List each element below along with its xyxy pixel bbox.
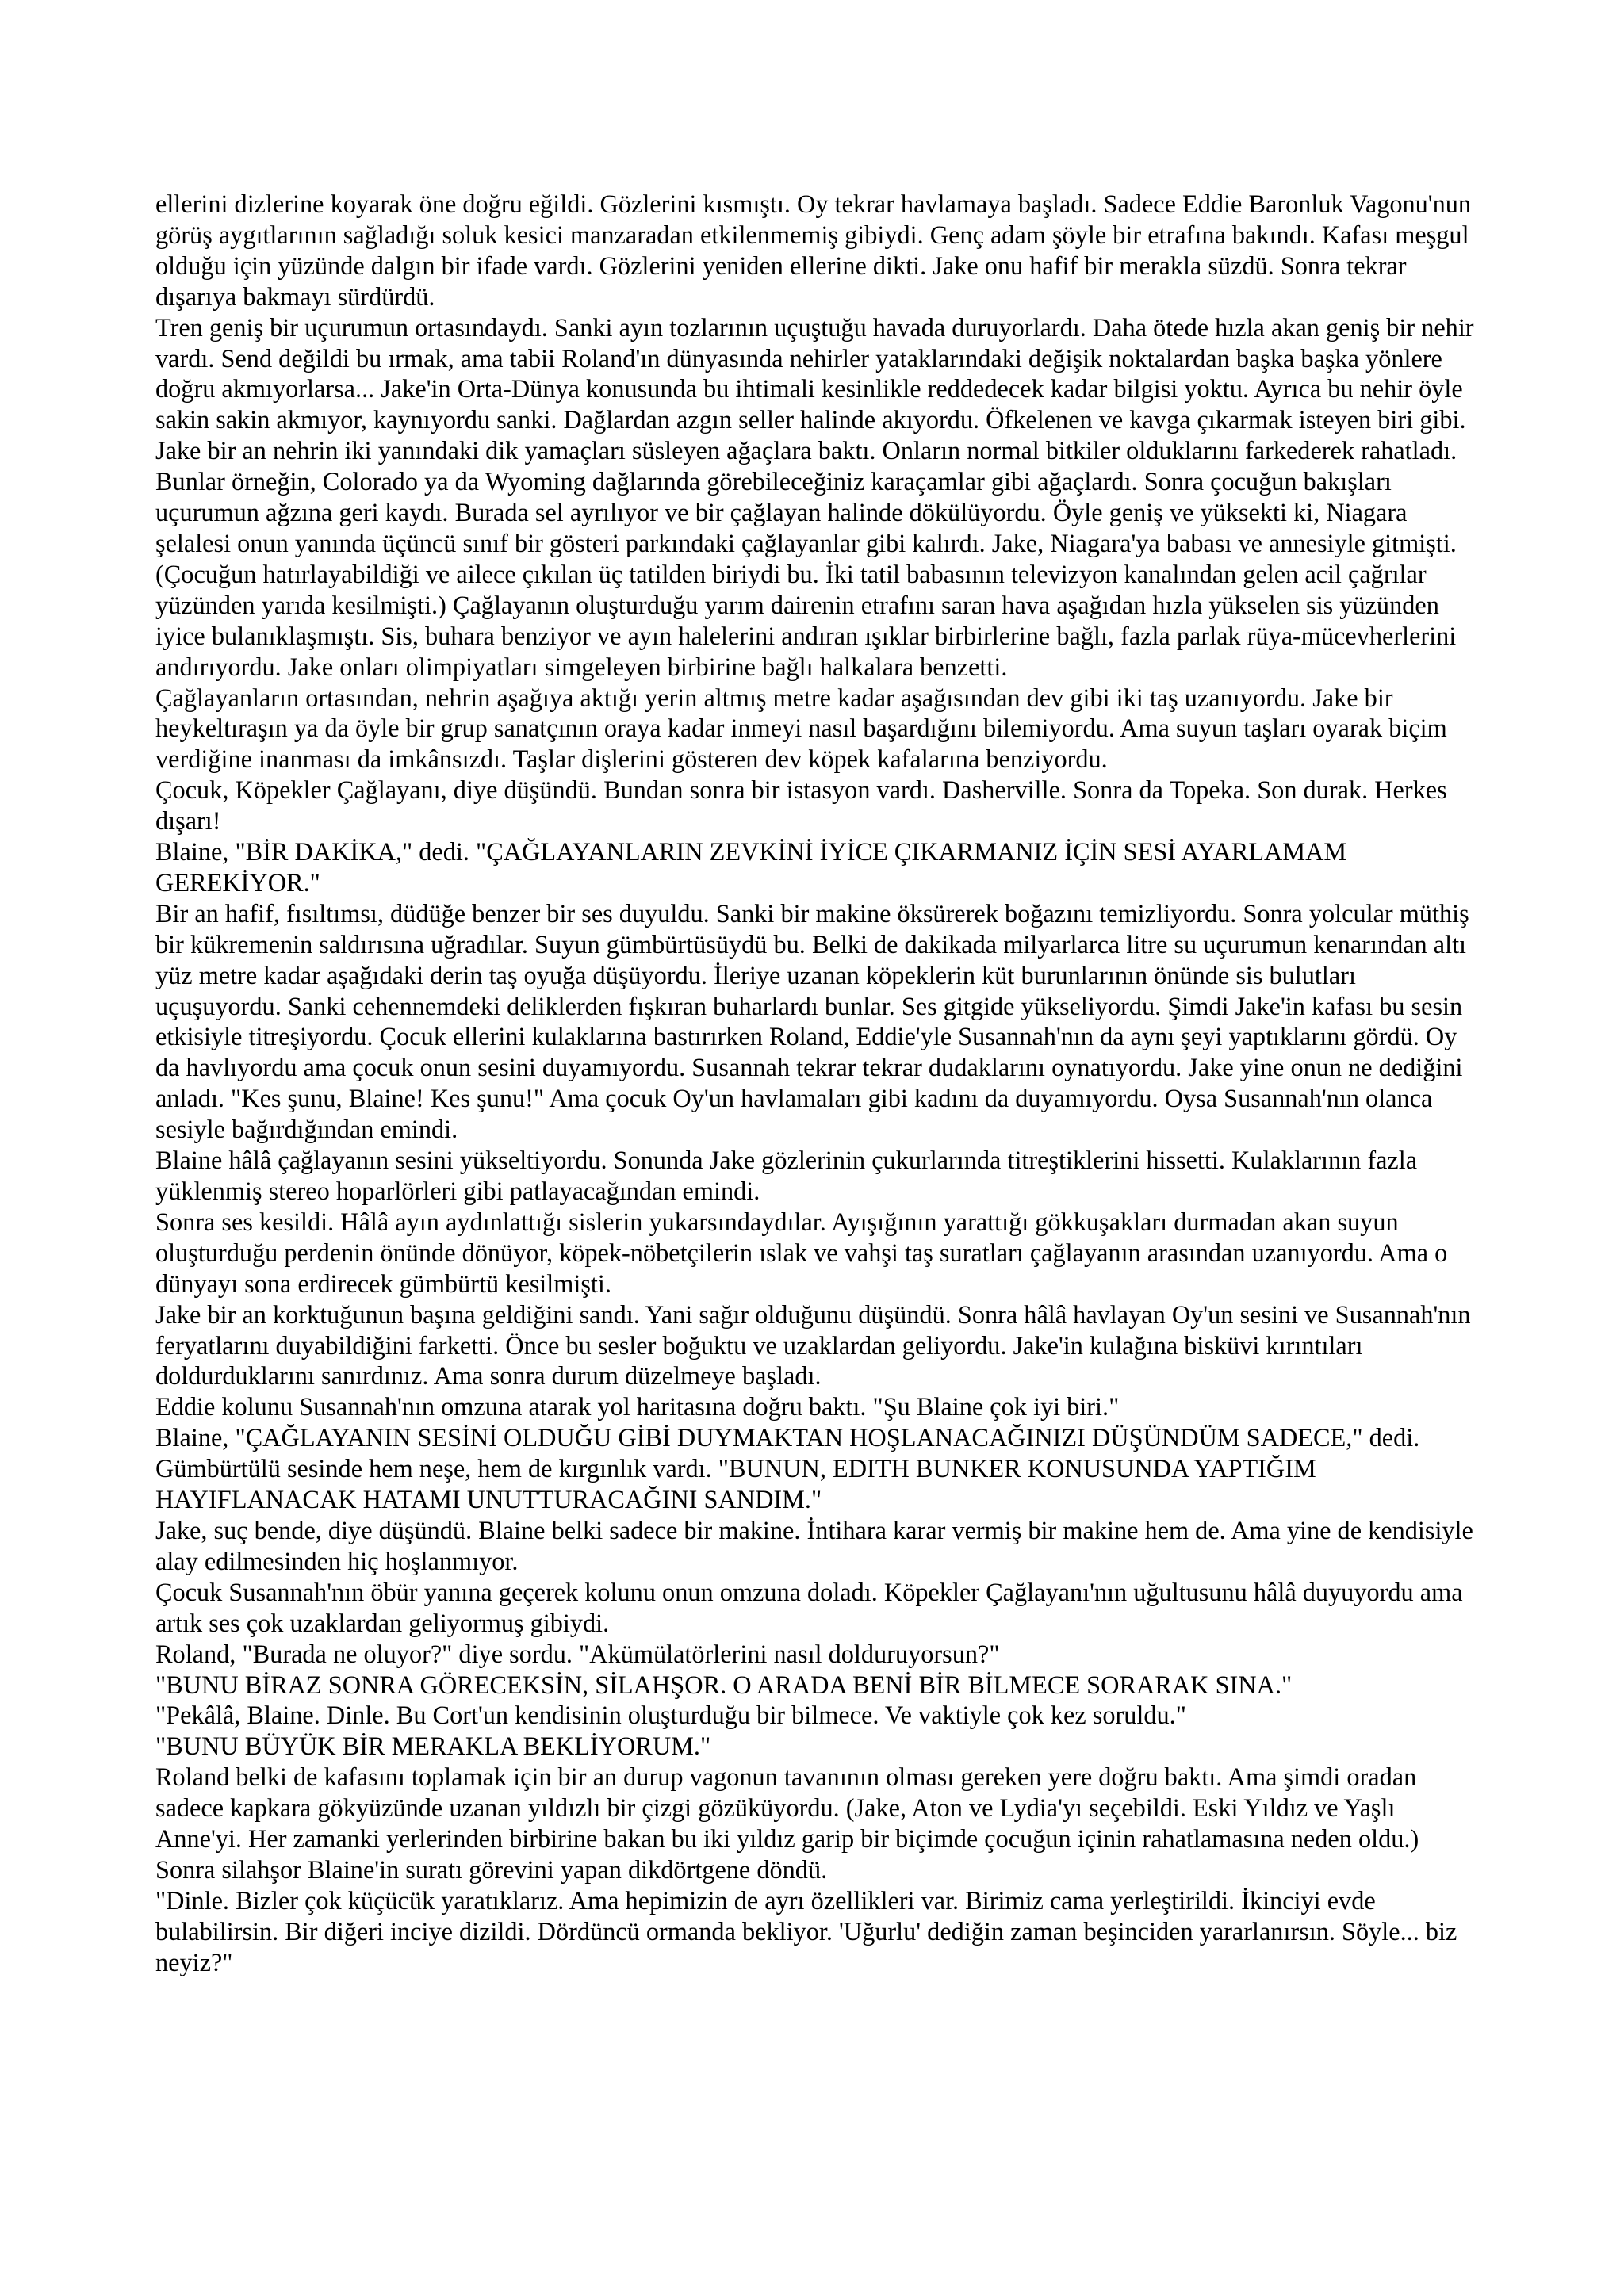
paragraph: Tren geniş bir uçurumun ortasındaydı. Sanki ayın tozlarının uçuştuğu havada duruyorlardı. Daha ötede hızla akan geniş bir nehir vardı. Send değildi bu ırmak, ama tabii Roland'ın dünyasında nehirler yataklarındaki değişik noktalardan başka başka yönlere doğru akmıyorlarsa... Jake'in Orta-Dünya konusunda bu ihtimali kesinlikle reddedecek kadar bilgisi yoktu. Ayrıca bu nehir öyle sakin sakin akmıyor, kaynıyordu sanki. Dağlardan azgın seller halinde akıyordu. Öfkelenen ve kavga çıkarmak isteyen biri gibi. <box>155 312 1474 434</box>
paragraph: Blaine hâlâ çağlayanın sesini yükseltiyordu. Sonunda Jake gözlerinin çukurlarında titreştiklerini hissetti. Kulaklarının fazla yüklenmiş stereo hoparlörleri gibi patlayacağından emindi. <box>155 1146 1418 1205</box>
paragraph: Eddie kolunu Susannah'nın omzuna atarak yol haritasına doğru baktı. "Şu Blaine çok iyi biri." <box>155 1392 1120 1422</box>
paragraph: "BUNU BİRAZ SONRA GÖRECEKSİN, SİLAHŞOR. O ARADA BENİ BİR BİLMECE SORARAK SINA." <box>155 1670 1293 1699</box>
paragraph: Jake bir an korktuğunun başına geldiğini sandı. Yani sağır olduğunu düşündü. Sonra hâlâ havlayan Oy'un sesini ve Susannah'nın feryatlarını duyabildiğini farketti. Önce bu sesler boğuktu ve uzaklardan geliyordu. Jake'in kulağına bisküvi kırıntıları doldurduklarını sanırdınız. Ama sonra durum düzelmeye başladı. <box>155 1299 1471 1391</box>
paragraph: Çağlayanların ortasından, nehrin aşağıya aktığı yerin altmış metre kadar aşağısından dev gibi iki taş uzanıyordu. Jake bir heykeltıraşın ya da öyle bir grup sanatçının oraya kadar inmeyi nasıl başardığını bilemiyordu. Ama suyun taşları oyarak biçim verdiğine inanması da imkânsızdı. Taşlar dişlerini gösteren dev köpek kafalarına benziyordu. <box>155 683 1447 774</box>
paragraph: "Pekâlâ, Blaine. Dinle. Bu Cort'un kendisinin oluşturduğu bir bilmece. Ve vaktiyle çok kez soruldu." <box>155 1701 1186 1730</box>
paragraph: Jake, suç bende, diye düşündü. Blaine belki sadece bir makine. İntihara karar vermiş bir makine hem de. Ama yine de kendisiyle alay edilmesinden hiç hoşlanmıyor. <box>155 1515 1473 1575</box>
paragraph: Jake bir an nehrin iki yanındaki dik yamaçları süsleyen ağaçlara baktı. Onların normal bitkiler olduklarını farkederek rahatladı. Bunlar örneğin, Colorado ya da Wyoming dağlarında görebileceğiniz karaçamlar gibi ağaçlardı. Sonra çocuğun bakışları uçurumun ağzına geri kaydı. Burada sel ayrılıyor ve bir çağlayan halinde dökülüyordu. Öyle geniş ve yüksekti ki, Niagara şelalesi onun yanında üçüncü sınıf bir gösteri parkındaki çağlayanlar gibi kalırdı. Jake, Niagara'ya babası ve annesiyle gitmişti. (Çocuğun hatırlayabildiği ve ailece çıkılan üç tatilden biriydi bu. İki tatil babasının televizyon kanalından gelen acil çağrılar yüzünden yarıda kesilmişti.) Çağlayanın oluşturduğu yarım dairenin etrafını saran hava aşağıdan hızla yükselen sis yüzünden iyice bulanıklaşmıştı. Sis, buhara benziyor ve ayın halelerini andıran ışıklar birbirlerine bağlı, fazla parlak rüya-mücevherlerini andırıyordu. Jake onları olimpiyatları simgeleyen birbirine bağlı halkalara benzetti. <box>155 436 1457 681</box>
paragraph: Roland, "Burada ne oluyor?" diye sordu. "Akümülatörlerini nasıl dolduruyorsun?" <box>155 1639 1000 1668</box>
paragraph: "Dinle. Bizler çok küçücük yaratıklarız. Ama hepimizin de ayrı özellikleri var. Birimiz cama yerleştirildi. İkinciyi evde bulabilirsin. Bir diğeri inciye dizildi. Dördüncü ormanda bekliyor. 'Uğurlu' dediğin zaman beşinciden yararlanırsın. Söyle... biz neyiz?" <box>155 1885 1457 1976</box>
paragraph: Sonra ses kesildi. Hâlâ ayın aydınlattığı sislerin yukarsındaydılar. Ayışığının yarattığı gökkuşakları durmadan akan suyun oluşturduğu perdenin önünde dönüyor, köpek-nöbetçilerin ıslak ve vahşi taş suratları çağlayanın arasından uzanıyordu. Ama o dünyayı sona erdirecek gümbürtü kesilmişti. <box>155 1207 1448 1298</box>
paragraph: Blaine, "ÇAĞLAYANIN SESİNİ OLDUĞU GİBİ DUYMAKTAN HOŞLANACAĞINIZI DÜŞÜNDÜM SADECE," dedi. Gümbürtülü sesinde hem neşe, hem de kırgınlık vardı. "BUNUN, EDITH BUNKER KONUSUNDA YAPTIĞIM HAYIFLANACAK HATAMI UNUTTURACAĞINI SANDIM." <box>155 1423 1420 1514</box>
paragraph: ellerini dizlerine koyarak öne doğru eğildi. Gözlerini kısmıştı. Oy tekrar havlamaya başladı. Sadece Eddie Baronluk Vagonu'nun görüş aygıtlarının sağladığı soluk kesici manzaradan etkilenmemiş gibiydi. Genç adam şöyle bir etrafına bakındı. Kafası meşgul olduğu için yüzünde dalgın bir ifade vardı. Gözlerini yeniden ellerine dikti. Jake onu hafif bir merakla süzdü. Sonra tekrar dışarıya bakmayı sürdürdü. <box>155 189 1472 311</box>
paragraph: Çocuk Susannah'nın öbür yanına geçerek kolunu onun omzuna doladı. Köpekler Çağlayanı'nın uğultusunu hâlâ duyuyordu ama artık ses çok uzaklardan geliyormuş gibiydi. <box>155 1577 1463 1637</box>
paragraph: Blaine, "BİR DAKİKA," dedi. "ÇAĞLAYANLARIN ZEVKİNİ İYİCE ÇIKARMANIZ İÇİN SESİ AYARLAMAM GEREKİYOR." <box>155 837 1347 897</box>
paragraph: Bir an hafif, fısıltımsı, düdüğe benzer bir ses duyuldu. Sanki bir makine öksürerek boğazını temizliyordu. Sonra yolcular müthiş bir kükremenin saldırısına uğradılar. Suyun gümbürtüsüydü bu. Belki de dakikada milyarlarca litre su uçurumun kenarından altı yüz metre kadar aşağıdaki derin taş oyuğa düşüyordu. İleriye uzanan köpeklerin küt burunlarının önünde sis bulutları uçuşuyordu. Sanki cehennemdeki deliklerden fışkıran buharlardı bunlar. Ses gitgide yükseliyordu. Şimdi Jake'in kafası bu sesin etkisiyle titreşiyordu. Çocuk ellerini kulaklarına bastırırken Roland, Eddie'yle Susannah'nın da aynı şeyi yaptıklarını gördü. Oy da havlıyordu ama çocuk onun sesini duyamıyordu. Susannah tekrar tekrar dudaklarını oynatıyordu. Jake yine onun ne dediğini anladı. "Kes şunu, Blaine! Kes şunu!" Ama çocuk Oy'un havlamaları gibi kadını da duyamıyordu. Oysa Susannah'nın olanca sesiyle bağırdığından emindi. <box>155 898 1469 1144</box>
document-page <box>155 189 1484 1978</box>
paragraph: Çocuk, Köpekler Çağlayanı, diye düşündü. Bundan sonra bir istasyon vardı. Dasherville. Sonra da Topeka. Son durak. Herkes dışarı! <box>155 775 1447 836</box>
paragraph: "BUNU BÜYÜK BİR MERAKLA BEKLİYORUM." <box>155 1732 711 1761</box>
paragraph: Roland belki de kafasını toplamak için bir an durup vagonun tavanının olması gereken yere doğru baktı. Ama şimdi oradan sadece kapkara gökyüzünde uzanan yıldızlı bir çizgi gözüküyordu. (Jake, Aton ve Lydia'yı seçebildi. Eski Yıldız ve Yaşlı Anne'yi. Her zamanki yerlerinden birbirine bakan bu iki yıldız garip bir biçimde çocuğun içinin rahatlamasına neden oldu.) Sonra silahşor Blaine'in suratı görevini yapan dikdörtgene döndü. <box>155 1762 1419 1884</box>
